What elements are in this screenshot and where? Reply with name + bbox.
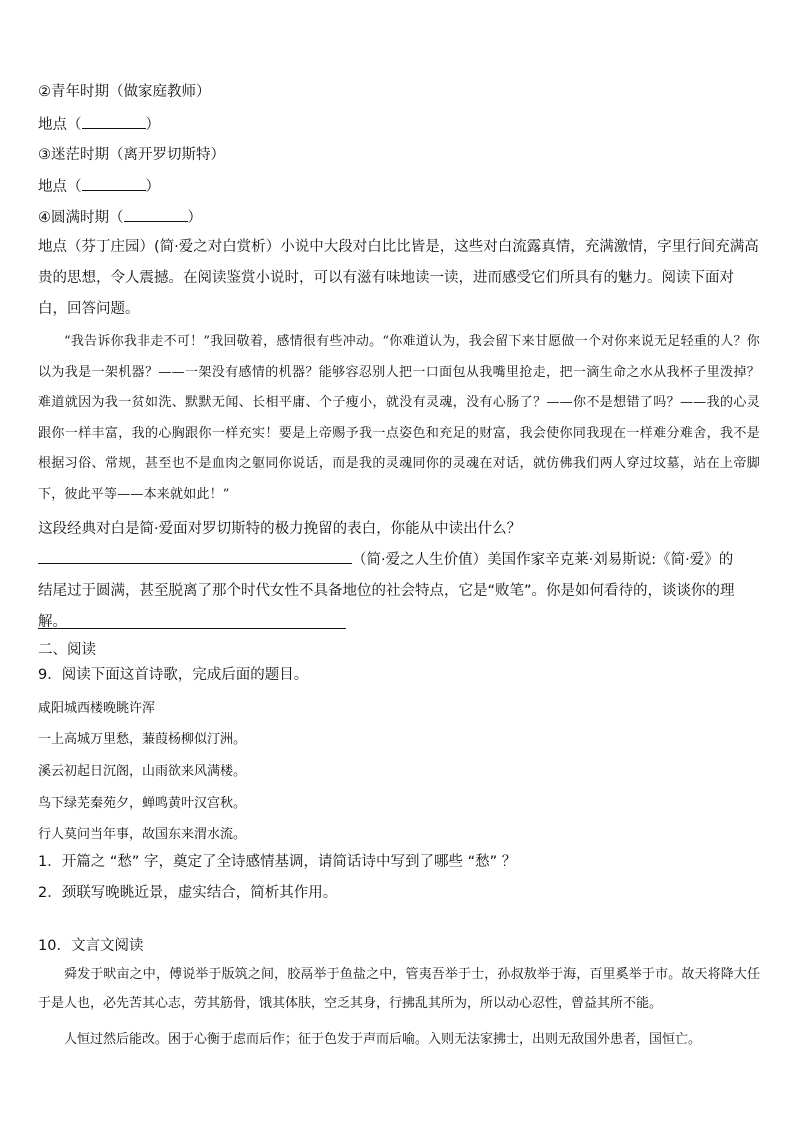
complete-period-close: ） [187, 210, 202, 226]
answer-blank[interactable] [124, 207, 188, 222]
poem-line: 溪云初起日沉阁，山雨欲来风满楼。 [38, 764, 247, 779]
youth-place-line [38, 114, 160, 135]
place-close: ） [145, 179, 160, 195]
poem-line: 行人莫问当年事，故国东来渭水流。 [38, 827, 247, 842]
dialogue-question: 这段经典对白是简·爱面对罗切斯特的极力挽留的表白，你能从中读出什么？ [38, 521, 522, 537]
place-close: ） [145, 117, 160, 133]
value-question-tail: 结尾过于圆满，甚至脱离了那个时代女性不具备地位的社会特点，它是“败笔”。你是如何看待的，谈谈你的理解。 [38, 583, 735, 630]
q9-item-2: 2．颈联写晚眺近景，虚实结合，简析其作用。 [38, 885, 338, 901]
poem-line: 鸟下绿芜秦苑夕，蝉鸣黄叶汉宫秋。 [38, 796, 247, 811]
poem-title: 咸阳城西楼晚眺许浑 [38, 701, 156, 716]
poem-line: 一上高城万里愁，蒹葭杨柳似汀洲。 [38, 732, 247, 747]
value-question [38, 545, 760, 638]
q9-heading: 9．阅读下面这首诗歌，完成后面的题目。 [38, 667, 309, 683]
classical-paragraph-1: 舜发于畎亩之中，傅说举于版筑之间，胶鬲举于鱼盐之中，管夷吾举于士，孙叔敖举于海，百里奚举于市。故天将降大任于是人也，必先苦其心志，劳其筋骨，饿其体肤，空乏其身，行拂乱其所为，所以动心忍性，曾益其所不能。 [38, 967, 760, 1011]
part-two-heading: 二、阅读 [38, 642, 96, 658]
q9-item-1: 1．开篇之 “愁” 字，奠定了全诗感情基调，请简话诗中写到了哪些 “愁” ？ [38, 854, 517, 870]
lost-period-label: ③迷茫时期（离开罗切斯特） [38, 147, 225, 163]
lost-place-line [38, 176, 160, 197]
complete-period-label: ④圆满时期（ [38, 210, 124, 226]
answer-line[interactable] [38, 628, 346, 629]
place-label: 地点（ [38, 117, 82, 133]
dialogue-quote: “我告诉你我非走不可！”我回敬着，感情很有些冲动。“你难道认为，我会留下来甘愿做一个对你来说无足轻重的人？你以为我是一架机器？——一架没有感情的机器？能够容忍别人把一口面包从我嘴里抢走，把一滴生命之水从我杯子里泼掉？难道就因为我一贫如洗、默默无闻、长相平庸、个子瘦小，就没有灵魂，没有心肠了？——你不是想错了吗？——我的心灵跟你一样丰富，我的心胸跟你一样充实！要是上帝赐予我一点姿色和充足的财富，我会使你同我现在一样难分难舍，我不是根据习俗、常规，甚至也不是血肉之躯同你说话，而是我的灵魂同你的灵魂在对话，就仿佛我们两人穿过坟墓，站在上帝脚下，彼此平等——本来就如此！” [38, 334, 760, 502]
answer-blank[interactable] [82, 114, 146, 129]
answer-blank[interactable] [82, 176, 146, 191]
classical-paragraph-2: 人恒过然后能改。困于心衡于虑而后作；征于色发于声而后喻。入则无法家拂士，出则无敌国外患者，国恒亡。 [64, 1032, 702, 1047]
intro-paragraph: 地点（芬丁庄园）(简·爱之对白赏析）小说中大段对白比比皆是，这些对白流露真情，充满激情，字里行间充满高贵的思想，令人震撼。在阅读鉴赏小说时，可以有滋有味地读一读，进而感受它们所具有的魅力。阅读下面对白，回答问题。 [38, 239, 759, 317]
value-question-head: （简·爱之人生价值）美国作家辛克莱·刘易斯说:《简·爱》的 [352, 552, 734, 568]
place-label: 地点（ [38, 179, 82, 195]
youth-period-label: ②青年时期（做家庭教师） [38, 84, 211, 100]
answer-blank[interactable] [38, 549, 352, 564]
q10-heading: 10．文言文阅读 [38, 938, 144, 954]
complete-period-line [38, 207, 202, 228]
